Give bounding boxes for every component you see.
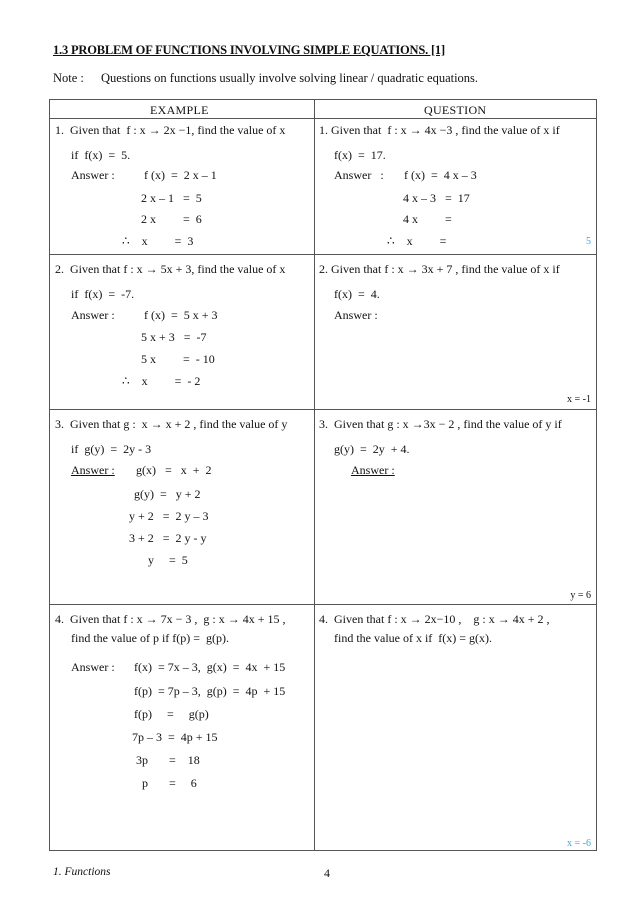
solution-step: f (x) = 5 x + 3 bbox=[144, 308, 218, 322]
answer-label: Answer : bbox=[71, 660, 115, 674]
answer-key: y = 6 bbox=[570, 590, 591, 601]
question-line: 4. Given that f : x → 2x−10 , g : x → 4x + 2 , bbox=[319, 612, 550, 626]
footer-chapter: 1. Functions bbox=[53, 866, 111, 878]
question-line: 3. Given that g : x →3x − 2 , find the value of y if bbox=[319, 417, 562, 431]
column-header-question: QUESTION bbox=[424, 103, 487, 117]
solution-step: p = 6 bbox=[142, 776, 197, 790]
problems-table bbox=[49, 99, 597, 851]
solution-step: 3p = 18 bbox=[136, 753, 200, 767]
solution-step: y + 2 = 2 y – 3 bbox=[129, 509, 209, 523]
question-cell-4 bbox=[315, 604, 597, 850]
solution-step: 5 x = - 10 bbox=[141, 352, 215, 366]
example-question-line: 4. Given that f : x → 7x − 3 , g : x → 4x + 15 , bbox=[55, 612, 286, 626]
worked-step: 4 x – 3 = 17 bbox=[403, 191, 470, 205]
page-number: 4 bbox=[324, 866, 330, 880]
answer-key: x = -6 bbox=[567, 838, 591, 849]
solution-step: g(y) = y + 2 bbox=[134, 487, 201, 501]
answer-label: Answer : bbox=[334, 308, 378, 322]
answer-key: x = -1 bbox=[567, 394, 591, 405]
solution-step: 7p – 3 = 4p + 15 bbox=[132, 730, 218, 744]
note bbox=[53, 71, 478, 86]
column-header-example: EXAMPLE bbox=[150, 103, 209, 117]
solution-step: f(x) = 7x – 3, g(x) = 4x + 15 bbox=[134, 660, 286, 674]
solution-step: 2 x – 1 = 5 bbox=[141, 191, 202, 205]
worked-step: f (x) = 4 x – 3 bbox=[404, 168, 477, 182]
question-cell-2 bbox=[315, 254, 597, 409]
example-cell-4 bbox=[50, 604, 314, 850]
question-line: 1. Given that f : x → 4x −3 , find the value of x if bbox=[319, 123, 560, 137]
solution-step: 5 x + 3 = -7 bbox=[141, 330, 207, 344]
solution-step: f(p) = 7p – 3, g(p) = 4p + 15 bbox=[134, 684, 286, 698]
solution-step: y = 5 bbox=[148, 553, 188, 567]
example-question-line: 3. Given that g : x → x + 2 , find the value of y bbox=[55, 417, 288, 431]
question-line: 2. Given that f : x → 3x + 7 , find the value of x if bbox=[319, 262, 560, 276]
question-line: find the value of x if f(x) = g(x). bbox=[334, 631, 493, 645]
answer-key: 5 bbox=[586, 236, 591, 247]
question-line: g(y) = 2y + 4. bbox=[334, 442, 410, 456]
answer-label: Answer : bbox=[334, 168, 384, 182]
note-label: Note : bbox=[53, 71, 84, 85]
solution-step: 3 + 2 = 2 y - y bbox=[129, 531, 207, 545]
solution-step: f (x) = 2 x – 1 bbox=[144, 168, 217, 182]
solution-step: 2 x = 6 bbox=[141, 212, 202, 226]
question-line: f(x) = 4. bbox=[334, 287, 380, 301]
question-line: f(x) = 17. bbox=[334, 148, 386, 162]
solution-step: g(x) = x + 2 bbox=[136, 463, 212, 477]
example-question-line: find the value of p if f(p) = g(p). bbox=[71, 631, 230, 645]
example-cell-2 bbox=[50, 254, 314, 409]
answer-label: Answer : bbox=[71, 308, 115, 322]
question-cell-3 bbox=[315, 409, 597, 604]
page-title: 1.3 PROBLEM OF FUNCTIONS INVOLVING SIMPLE EQUATIONS. [1] bbox=[53, 43, 445, 57]
note-text: Questions on functions usually involve solving linear / quadratic equations. bbox=[101, 71, 479, 85]
solution-step: ∴ x = 3 bbox=[122, 234, 194, 248]
worked-step: 4 x = bbox=[403, 212, 452, 226]
example-question-line: if g(y) = 2y - 3 bbox=[71, 442, 152, 456]
example-cell-1 bbox=[50, 118, 314, 254]
question-cell-1 bbox=[315, 118, 597, 254]
example-question-line: if f(x) = -7. bbox=[71, 287, 135, 301]
solution-step: ∴ x = - 2 bbox=[122, 374, 201, 388]
answer-label: Answer : bbox=[71, 463, 115, 477]
answer-label: Answer : bbox=[351, 463, 395, 477]
solution-step: f(p) = g(p) bbox=[134, 707, 209, 721]
example-question-line: if f(x) = 5. bbox=[71, 148, 131, 162]
example-question-line: 2. Given that f : x → 5x + 3, find the value of x bbox=[55, 262, 286, 276]
worked-step: ∴ x = bbox=[387, 234, 447, 248]
answer-label: Answer : bbox=[71, 168, 115, 182]
example-cell-3 bbox=[50, 409, 314, 604]
example-question-line: 1. Given that f : x → 2x −1, find the value of x bbox=[55, 123, 286, 137]
